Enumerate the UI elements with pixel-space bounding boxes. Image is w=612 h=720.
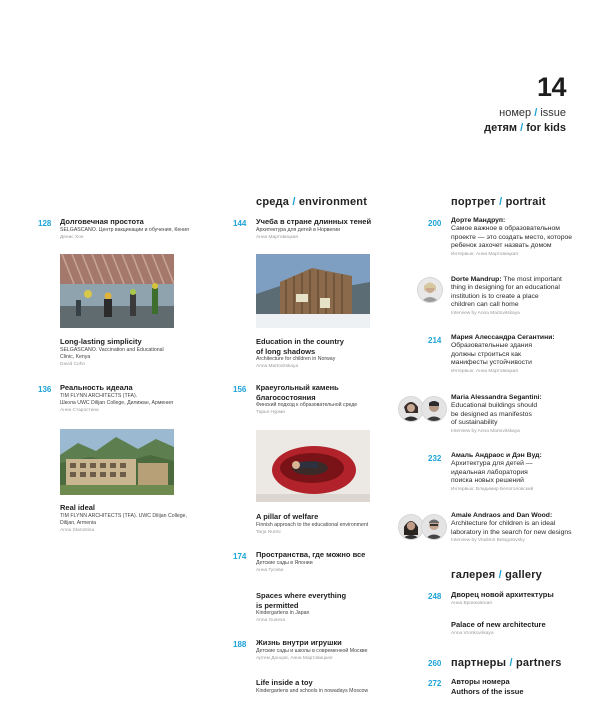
entry-subtitle: SELGASCANO. Центр вакцинации и обучения, Кения — [60, 226, 189, 233]
entry-title: A pillar of welfare — [256, 512, 319, 521]
entry-title: Пространства, где можно все — [256, 550, 366, 559]
toc-entry-japan-en[interactable] — [256, 591, 406, 624]
entry-author: Артем Донцов, Анна Мартовицкая — [256, 655, 333, 661]
entry-text: поиска новых решений — [451, 477, 524, 485]
toc-entry-finland-ru[interactable] — [256, 383, 406, 416]
entry-subtitle: Детские сады и школы в современной Москве — [256, 647, 368, 654]
toc-entry-mandrup-ru[interactable] — [451, 217, 601, 258]
entry-author: Tarja Nurmi — [256, 529, 281, 535]
entry-author: Анна Старостина — [60, 407, 99, 413]
entry-title: Authors of the issue — [451, 686, 524, 696]
section-partners[interactable]: партнеры / partners — [451, 657, 562, 669]
toc-entry-mandrup-en[interactable] — [451, 276, 601, 317]
entry-title: Spaces where everything — [256, 591, 347, 600]
avatar-dorte-mandrup — [417, 277, 443, 303]
entry-text: Educational buildings should — [451, 402, 538, 410]
entry-text: laboratory in the search for new designs — [451, 528, 572, 536]
entry-title: Учеба в стране длинных теней — [256, 217, 372, 226]
toc-entry-tfa-ru[interactable] — [60, 383, 230, 414]
entry-subtitle: Finnish approach to the educational environment — [256, 521, 369, 528]
toc-entry-japan-ru[interactable] — [256, 550, 406, 574]
entry-text: children can call home — [451, 301, 519, 309]
entry-text: thing in designing for an educational — [451, 284, 560, 292]
avatar-segantini-2 — [421, 396, 447, 422]
entry-title: Long-lasting simplicity — [60, 337, 142, 346]
entry-title: of long shadows — [256, 346, 316, 356]
page-number: 200 — [428, 219, 442, 228]
toc-entry-tfa-en[interactable] — [60, 503, 230, 534]
entry-author: Интервью: Анна Мартовицкая — [451, 368, 518, 374]
entry-title: Дворец новой архитектуры — [451, 590, 554, 599]
entry-title: Maria Alessandra Segantini: — [451, 394, 542, 401]
toc-entry-moscow-en[interactable] — [256, 678, 406, 695]
entry-subtitle: TIM FLYNN ARCHITECTS (TFA). UWC Dilijan College, — [60, 512, 188, 519]
entry-title: Life inside a toy — [256, 678, 313, 687]
toc-entry-selgascano-en[interactable] — [60, 337, 230, 368]
entry-author: Анна Мартовицкая — [256, 234, 299, 240]
entry-title: Real ideal — [60, 503, 96, 512]
entry-title: Жизнь внутри игрушки — [256, 638, 342, 647]
page-number: 144 — [233, 219, 247, 228]
entry-title: Реальность идеала — [60, 383, 133, 392]
entry-text: манифесты устойчивости — [451, 359, 532, 367]
entry-subtitle: Dilijan, Armenia — [60, 519, 97, 526]
entry-text: ребенок захочет назвать домом — [451, 242, 552, 250]
page-number: 272 — [428, 679, 442, 688]
issue-label: номер / issue — [499, 107, 566, 119]
page-number: 214 — [428, 336, 442, 345]
page-number: 248 — [428, 592, 442, 601]
entry-text: проекте — это создать место, которое — [451, 233, 573, 241]
entry-author: Anna Starostina — [60, 527, 95, 533]
page-number: 232 — [428, 454, 442, 463]
entry-title: Амаль Андраос и Дэн Вуд: — [451, 452, 542, 459]
entry-text: Architecture for children is an ideal — [451, 520, 556, 528]
entry-text: The most important — [503, 276, 562, 283]
entry-text: be designed as manifestos — [451, 410, 532, 418]
entry-title: Авторы номера — [451, 677, 510, 686]
toc-entry-segantini-en[interactable] — [451, 394, 601, 435]
entry-subtitle: Clinic, Kenya — [60, 353, 91, 360]
entry-author: Interview by Anna Martovitskaya — [451, 428, 520, 434]
toc-entry-palace-en[interactable] — [451, 620, 601, 637]
toc-entry-authors[interactable] — [451, 677, 601, 696]
entry-subtitle: Финский подход к образовательной среде — [256, 402, 358, 408]
entry-author: Anna Guseva — [256, 618, 286, 623]
page-number: 260 — [428, 659, 442, 668]
entry-author: Интервью: Владимир Белоголовский — [451, 486, 534, 492]
entry-subtitle: Архитектура для детей в Норвегии — [256, 226, 341, 233]
entry-author: Анна Вронковская — [451, 600, 492, 606]
entry-title: Долговечная простота — [60, 217, 144, 226]
toc-entry-andraos-wood-ru[interactable] — [451, 452, 601, 493]
entry-title: благосостояния — [256, 392, 316, 402]
entry-title: Dorte Mandrup: — [451, 276, 502, 283]
entry-text: должны строиться как — [451, 350, 522, 358]
section-environment: среда / environment — [256, 196, 368, 208]
entry-subtitle: Architecture for children in Norway — [256, 356, 336, 362]
toc-entry-norway-ru[interactable] — [256, 217, 396, 241]
section-portrait: портрет / portrait — [451, 196, 546, 208]
toc-entry-moscow-ru[interactable] — [256, 638, 406, 662]
entry-subtitle: Kindergartens and schools in nowadays Moscow — [256, 687, 369, 694]
entry-author: Interview by Anna Martovitskaya — [451, 310, 520, 316]
entry-title: Education in the country — [256, 337, 344, 346]
page-number: 174 — [233, 552, 247, 561]
photo-red-pod — [256, 430, 370, 502]
entry-author: David Cohn — [60, 361, 86, 367]
entry-author: Интервью: Анна Мартовицкая — [451, 251, 518, 257]
entry-text: идеальная лаборатория — [451, 468, 528, 476]
issue-theme: детям / for kids — [484, 122, 566, 134]
entry-subtitle: SELGASCANO. Vaccination and Educational — [60, 346, 164, 353]
toc-entry-segantini-ru[interactable] — [451, 334, 601, 375]
entry-text: Образовательные здания — [451, 342, 532, 350]
entry-subtitle: Школа UWC Dilijan College, Дилижан, Армения — [60, 399, 173, 406]
page-number: 128 — [38, 219, 52, 228]
page-number: 188 — [233, 640, 247, 649]
entry-title: Amale Andraos and Dan Wood: — [451, 512, 553, 519]
issue-number: 14 — [536, 72, 566, 102]
entry-text: institution is to create a place — [451, 292, 539, 300]
entry-text: Самое важное в образовательном — [451, 225, 560, 233]
entry-author: Тарья Нурми — [256, 410, 285, 415]
entry-author: Anna Vronkovskaya — [451, 630, 494, 636]
entry-subtitle: Kindergartens in Japan — [256, 610, 310, 616]
entry-author: Anna Martovitskaya — [256, 364, 299, 369]
entry-subtitle: TIM FLYNN ARCHITECTS (TFA). — [60, 392, 138, 399]
entry-author: Денис Хон — [60, 234, 84, 240]
entry-title: Краеугольный камень — [256, 383, 339, 392]
photo-selgascano-clinic — [60, 254, 174, 328]
entry-text: Архитектура для детей — — [451, 460, 533, 468]
entry-subtitle: Детские сады в Японии — [256, 559, 313, 566]
page-number: 156 — [233, 385, 247, 394]
entry-title: is permitted — [256, 600, 299, 610]
photo-norway-school — [256, 254, 370, 328]
toc-entry-palace-ru[interactable] — [451, 590, 601, 607]
avatar-dan-wood — [421, 514, 447, 540]
entry-author: Interview by Vladimir Belogolovsky — [451, 538, 525, 544]
entry-author: Анна Гусева — [256, 567, 284, 573]
toc-entry-selgascano-ru[interactable] — [60, 217, 230, 241]
entry-title: Palace of new architecture — [451, 620, 546, 629]
entry-text: of sustainability — [451, 419, 498, 427]
photo-uwc-dilijan — [60, 429, 174, 495]
entry-title: Дорте Мандруп: — [451, 217, 506, 224]
section-gallery: галерея / gallery — [451, 569, 542, 581]
page-number: 136 — [38, 385, 52, 394]
toc-entry-andraos-wood-en[interactable] — [451, 512, 606, 544]
toc-entry-norway-en[interactable] — [256, 337, 406, 370]
entry-title: Мария Алессандра Сегантини: — [451, 334, 555, 341]
toc-entry-finland-en[interactable] — [256, 512, 406, 536]
